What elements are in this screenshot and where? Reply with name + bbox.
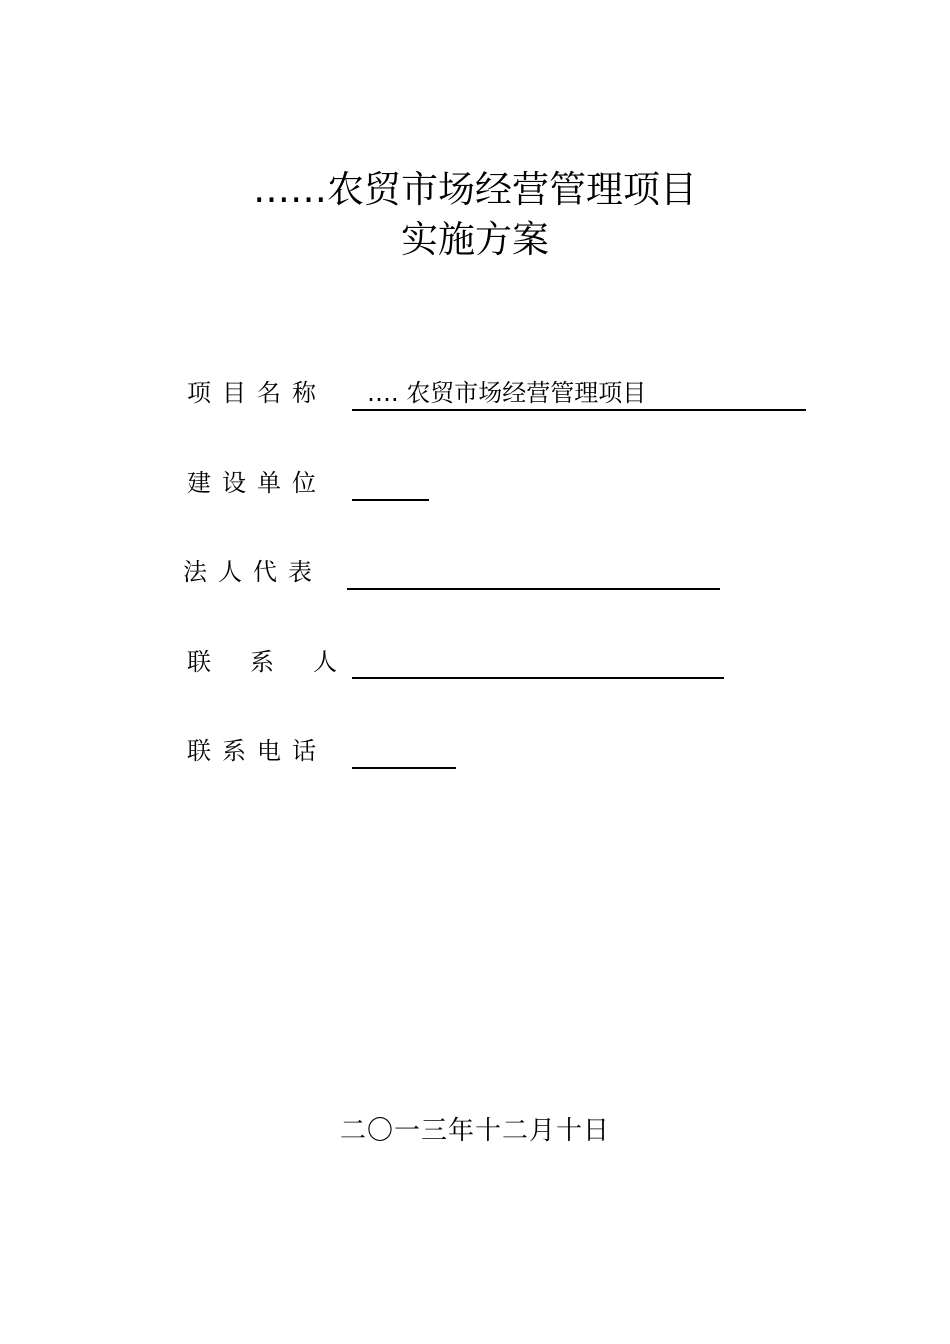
phone-underline	[352, 767, 456, 769]
phone-label: 联系电话	[187, 737, 327, 765]
builder-label: 建设单位	[187, 469, 327, 497]
legal-rep-label: 法人代表	[183, 558, 323, 586]
project-name-label: 项目名称	[187, 379, 327, 407]
project-name-value: …. 农贸市场经营管理项目	[367, 379, 647, 407]
contact-underline	[352, 677, 724, 679]
document-date: 二〇一三年十二月十日	[339, 1116, 610, 1146]
document-title-line-1: ……农贸市场经营管理项目	[253, 168, 697, 211]
legal-rep-underline	[347, 588, 720, 590]
document-title-line-2: 实施方案	[401, 218, 549, 261]
contact-label: 联系人	[187, 648, 376, 676]
project-name-underline	[352, 409, 806, 411]
builder-underline	[352, 499, 429, 501]
